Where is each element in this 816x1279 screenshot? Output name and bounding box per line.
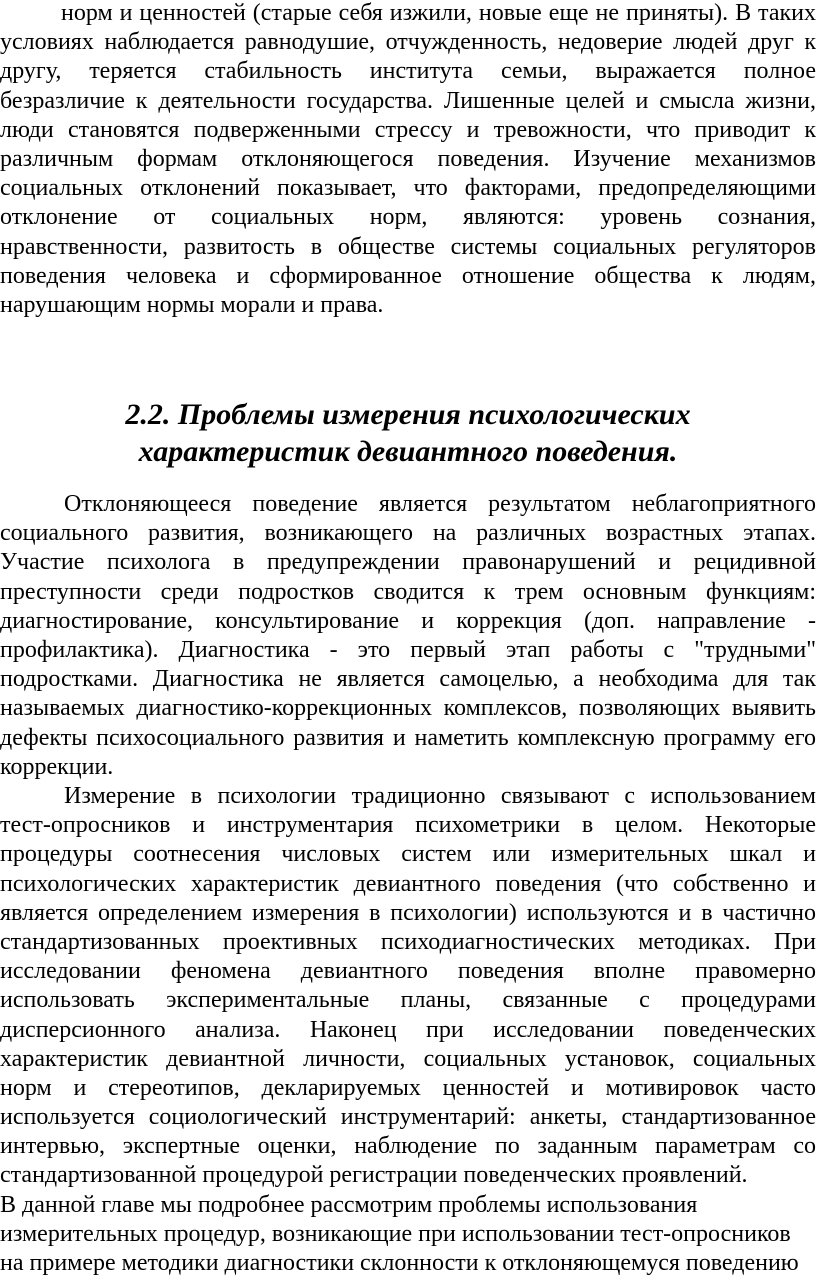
paragraph-2 [0,490,816,782]
paragraph-line: нравственности, развитость в обществе системы социальных регуляторов [0,233,816,260]
paragraph-line: интервью, экспертные оценки, наблюдение по заданным параметрам со [0,1133,816,1160]
paragraph-line: другу, теряется стабильность института семьи, выражается полное [0,58,816,85]
paragraph-line: люди становятся подверженными стрессу и тревожности, что приводит к [0,116,816,143]
section-heading-line: характеристик девиантного поведения. [138,435,678,468]
section-heading-line: 2.2. Проблемы измерения психологических [125,398,691,431]
paragraph-line: социального развития, возникающего на различных возрастных этапах. [0,520,816,547]
paragraph-line: В данной главе мы подробнее рассмотрим проблемы использования [0,1192,698,1218]
paragraph-line: различным формам отклоняющегося поведения. Изучение механизмов [0,145,816,172]
paragraph-line: Отклоняющееся поведение является результатом неблагоприятного [64,491,816,517]
paragraph-line: является определением измерения в психологии) используются и в частично [0,899,816,926]
paragraph-line: нарушающим нормы морали и права. [0,291,384,318]
paragraph-line: стандартизованных проективных психодиагностических методиках. При [0,928,816,955]
paragraph-line: использовать экспериментальные планы, связанные с процедурами [0,987,816,1014]
paragraph-line: профилактика). Диагностика - это первый этап работы с "трудными" [0,636,816,663]
paragraph-3 [0,782,816,1191]
paragraph-line: используется социологический инструментарий: анкеты, стандартизованное [0,1104,816,1131]
paragraph-4 [0,1191,816,1279]
paragraph-line: называемых диагностико-коррекционных комплексов, позволяющих выявить [0,695,816,722]
paragraph-line: дефекты психосоциального развития и наметить комплексную программу его [0,724,816,751]
paragraph-line: диагностирование, консультирование и коррекция (доп. направление - [0,607,816,634]
paragraph-line: процедуры соотнесения числовых систем или измерительных шкал и [0,841,816,868]
paragraph-line: тест-опросников и инструментария психометрики в целом. Некоторые [0,812,816,839]
paragraph-line: условиях наблюдается равнодушие, отчужденность, недоверие людей друг к [0,29,816,56]
paragraph-line: подростками. Диагностика не является самоцелью, а необходима для так [0,666,816,693]
paragraph-line: коррекции. [0,753,114,780]
paragraph-line: преступности среди подростков сводится к трем основным функциям: [0,578,816,605]
paragraph-1 [0,0,816,320]
paragraph-line: отклонение от социальных норм, являются: уровень сознания, [0,204,816,231]
paragraph-line: социальных отклонений показывает, что факторами, предопределяющими [0,175,816,202]
paragraph-line: психологических характеристик девиантного поведения (что собственно и [0,870,816,897]
paragraph-line: измерительных процедур, возникающие при использовании тест-опросников [0,1221,791,1248]
paragraph-line: характеристик девиантной личности, социальных установок, социальных [0,1045,816,1072]
paragraph-line: норм и стереотипов, декларируемых ценностей и мотивировок часто [0,1074,816,1101]
paragraph-line: исследовании феномена девиантного поведения вполне правомерно [0,958,816,985]
paragraph-line: норм и ценностей (старые себя изжили, новые еще не приняты). В таких [61,0,816,26]
paragraph-line: безразличие к деятельности государства. Лишенные целей и смысла жизни, [0,87,816,114]
paragraph-line: поведения человека и сформированное отношение общества к людям, [0,262,816,289]
paragraph-line: дисперсионного анализа. Наконец при исследовании поведенческих [0,1016,816,1043]
paragraph-line: Участие психолога в предупреждении правонарушений и рецидивной [0,549,816,576]
paragraph-line: стандартизованной процедурой регистрации поведенческих проявлений. [0,1162,748,1189]
paragraph-line: на примере методики диагностики склонности к отклоняющемуся поведению [0,1250,799,1277]
paragraph-line: Измерение в психологии традиционно связывают с использованием [64,783,816,809]
section-heading [0,396,816,470]
